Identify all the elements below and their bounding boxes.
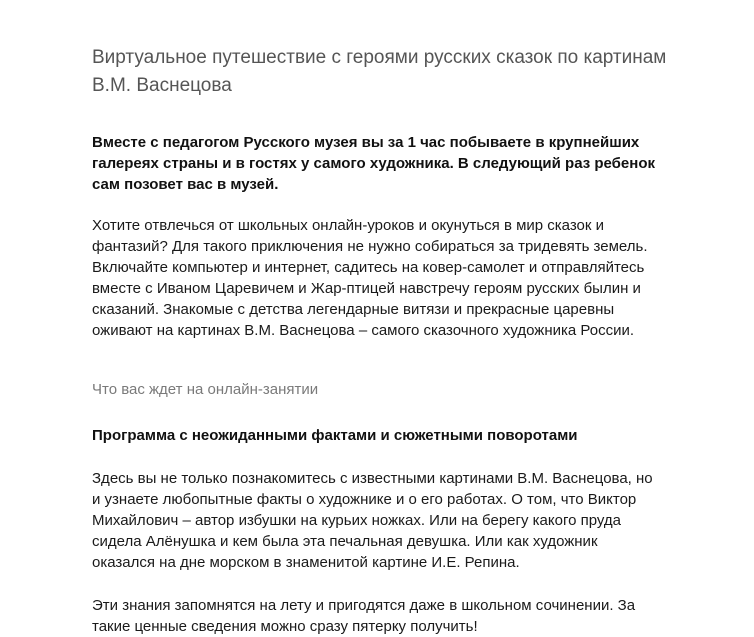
intro-paragraph: Хотите отвлечься от школьных онлайн-уроков и окунуться в мир сказок и фантазий? Для такого приключения не нужно собираться за тридевять земель. Включайте компьютер и интернет, садитесь на ковер-самолет и отправляйтесь вместе с Иваном Царевичем и Жар-птицей навстречу героям русских былин и сказаний. Знакомые с детства легендарные витязи и прекрасные царевны оживают на картинах В.М. Васнецова – самого сказочного художника России. [92, 217, 648, 339]
facts-paragraph: Здесь вы не только познакомитесь с известными картинами В.М. Васнецова, но и узнаете любопытные факты о художнике и о его работах. О том, что Виктор Михайлович – автор избушки на курьих ножках. Или на берегу какого пруда сидела Алёнушка и кем была эта печальная девушка. Или как художник оказался на дне морском в знаменитой картине И.Е. Репина. [92, 470, 653, 571]
lead-paragraph: Вместе с педагогом Русского музея вы за 1 час побываете в крупнейших галереях страны и в гостях у самого художника. В следующий раз ребенок сам позовет вас в музей. [92, 134, 655, 193]
closing-paragraph: Эти знания запомнятся на лету и пригодятся даже в школьном сочинении. За такие ценные сведения можно сразу пятерку получить! [92, 597, 636, 635]
program-subheading: Программа с неожиданными фактами и сюжетными поворотами [92, 427, 578, 444]
page-title: Виртуальное путешествие с героями русских сказок по картинам В.М. Васнецова [92, 47, 667, 96]
section-heading: Что вас ждет на онлайн-занятии [92, 381, 319, 398]
